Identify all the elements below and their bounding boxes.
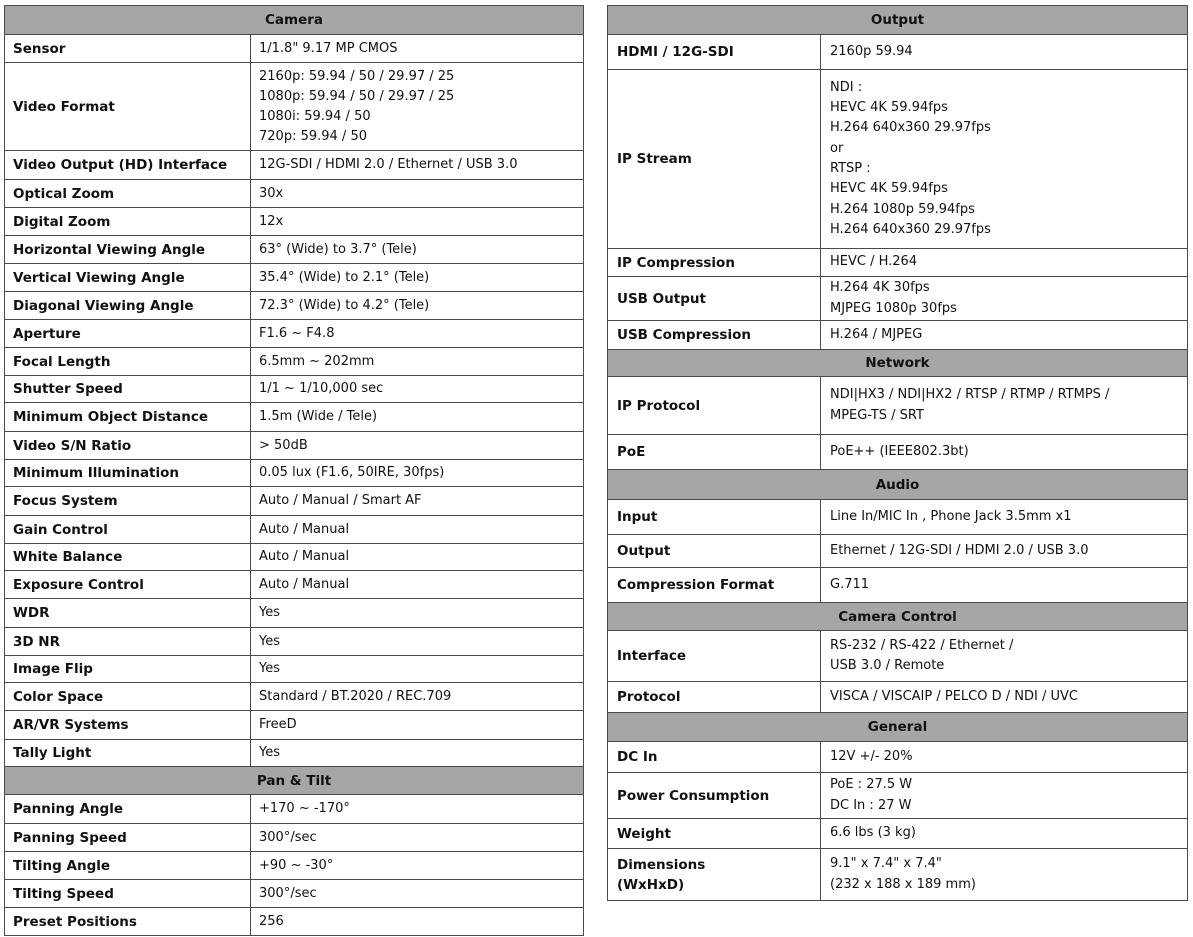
spec-row-protocol <box>608 682 1188 713</box>
spec-row-preset-positions <box>5 908 584 936</box>
section-header-general <box>608 713 1188 742</box>
spec-value <box>821 631 1188 682</box>
spec-row-tally-light <box>5 740 584 767</box>
spec-label: Interface <box>608 631 821 682</box>
spec-label: Tally Light <box>5 740 251 767</box>
spec-label: Video Format <box>5 63 251 151</box>
spec-label: Gain Control <box>5 516 251 544</box>
spec-value <box>251 711 584 740</box>
spec-value <box>251 432 584 460</box>
spec-value <box>251 656 584 683</box>
spec-label: Panning Angle <box>5 795 251 824</box>
spec-value-line: 12x <box>259 213 284 229</box>
spec-value-line: RS-232 / RS-422 / Ethernet / <box>830 637 1014 653</box>
spec-value-line: H.264 / MJPEG <box>830 326 923 342</box>
spec-value <box>251 683 584 711</box>
spec-row-tilting-angle <box>5 852 584 880</box>
spec-value-line: 9.1" x 7.4" x 7.4" <box>830 856 942 872</box>
spec-row-minimum-illumination <box>5 460 584 487</box>
spec-label: HDMI / 12G-SDI <box>608 35 821 70</box>
spec-row-ip-compression <box>608 249 1188 277</box>
spec-label: Preset Positions <box>5 908 251 936</box>
spec-row-image-flip <box>5 656 584 683</box>
spec-value <box>821 277 1188 321</box>
spec-row-ip-protocol <box>608 377 1188 435</box>
spec-label-line: (WxHxD) <box>617 876 685 893</box>
spec-row-poe <box>608 435 1188 470</box>
spec-value <box>251 908 584 936</box>
spec-value-line: G.711 <box>830 576 870 592</box>
spec-row-digital-zoom <box>5 208 584 236</box>
spec-value <box>251 63 584 151</box>
spec-value <box>251 403 584 432</box>
spec-value <box>251 516 584 544</box>
spec-value <box>251 824 584 852</box>
spec-value <box>821 568 1188 603</box>
spec-value-line: PoE++ (IEEE802.3bt) <box>830 443 969 459</box>
section-header-camera-control <box>608 603 1188 631</box>
spec-value-line: NDI|HX3 / NDI|HX2 / RTSP / RTMP / RTMPS / <box>830 387 1110 403</box>
spec-value-line: 0.05 lux (F1.6, 50IRE, 30fps) <box>259 465 445 480</box>
spec-value <box>251 264 584 292</box>
spec-row-video-format <box>5 63 584 151</box>
spec-value-line: (232 x 188 x 189 mm) <box>830 876 976 892</box>
spec-label: White Balance <box>5 544 251 571</box>
spec-value <box>251 571 584 599</box>
spec-row-minimum-object-distance <box>5 403 584 432</box>
spec-value-line: F1.6 ~ F4.8 <box>259 325 335 341</box>
spec-row-video-output-hd-interface <box>5 151 584 180</box>
spec-row-gain-control <box>5 516 584 544</box>
spec-row-exposure-control <box>5 571 584 599</box>
spec-row-weight <box>608 819 1188 849</box>
spec-value <box>251 151 584 180</box>
spec-label: Exposure Control <box>5 571 251 599</box>
spec-row-focus-system <box>5 487 584 516</box>
spec-value-line: H.264 1080p 59.94fps <box>830 201 975 217</box>
section-header-output <box>608 6 1188 35</box>
spec-label: AR/VR Systems <box>5 711 251 740</box>
spec-value-line: 2160p: 59.94 / 50 / 29.97 / 25 <box>259 68 455 84</box>
spec-label: Shutter Speed <box>5 376 251 403</box>
spec-label: DC In <box>608 742 821 773</box>
camera-spec-table <box>4 5 584 936</box>
spec-value-line: 720p: 59.94 / 50 <box>259 128 367 144</box>
spec-row-aperture <box>5 320 584 348</box>
spec-value-line: Yes <box>259 745 280 760</box>
spec-value <box>821 500 1188 535</box>
spec-value <box>821 249 1188 277</box>
spec-value-line: > 50dB <box>259 437 308 453</box>
spec-value <box>251 795 584 824</box>
spec-value <box>251 35 584 63</box>
spec-label: Protocol <box>608 682 821 713</box>
spec-value-line: NDI : <box>830 79 863 95</box>
spec-row-sensor <box>5 35 584 63</box>
spec-value-line: 30x <box>259 185 284 201</box>
spec-label: Focal Length <box>5 348 251 376</box>
spec-row-output <box>608 535 1188 568</box>
output-spec-rows <box>608 6 1188 901</box>
spec-value-line: 35.4° (Wide) to 2.1° (Tele) <box>259 269 430 285</box>
spec-value-line: 1/1 ~ 1/10,000 sec <box>259 381 384 396</box>
spec-label: Sensor <box>5 35 251 63</box>
spec-label: Input <box>608 500 821 535</box>
spec-label: USB Output <box>608 277 821 321</box>
spec-value-line: 6.6 lbs (3 kg) <box>830 825 916 841</box>
spec-value-line: 256 <box>259 913 284 929</box>
spec-value-line: Line In/MIC In , Phone Jack 3.5mm x1 <box>830 508 1072 524</box>
spec-label: Optical Zoom <box>5 180 251 208</box>
spec-value-line: 2160p 59.94 <box>830 43 913 59</box>
spec-value-line: 1080p: 59.94 / 50 / 29.97 / 25 <box>259 88 455 104</box>
spec-value-line: Yes <box>259 661 280 676</box>
spec-value <box>251 208 584 236</box>
spec-row-tilting-speed <box>5 880 584 908</box>
spec-row-dc-in <box>608 742 1188 773</box>
spec-value-line: HEVC 4K 59.94fps <box>830 181 948 197</box>
spec-label: Digital Zoom <box>5 208 251 236</box>
spec-value-line: HEVC / H.264 <box>830 254 918 270</box>
section-title: Network <box>608 350 1188 377</box>
spec-value <box>251 460 584 487</box>
section-title: Pan & Tilt <box>5 767 584 795</box>
spec-value-line: 12G-SDI / HDMI 2.0 / Ethernet / USB 3.0 <box>259 157 518 172</box>
camera-spec-rows <box>5 6 584 936</box>
spec-value <box>251 740 584 767</box>
section-header-pan-tilt <box>5 767 584 795</box>
spec-value-line: Auto / Manual / Smart AF <box>259 493 422 508</box>
spec-value-line: Auto / Manual <box>259 521 350 537</box>
spec-label: Video S/N Ratio <box>5 432 251 460</box>
spec-value-line: FreeD <box>259 717 297 732</box>
spec-value-line: Standard / BT.2020 / REC.709 <box>259 688 452 704</box>
spec-value <box>251 852 584 880</box>
spec-value-line: MPEG-TS / SRT <box>830 407 924 423</box>
spec-label: Horizontal Viewing Angle <box>5 236 251 264</box>
spec-value-line: RTSP : <box>830 161 871 176</box>
spec-row-dimensions-wxhxd <box>608 849 1188 901</box>
section-title: Output <box>608 6 1188 35</box>
spec-label: Minimum Object Distance <box>5 403 251 432</box>
spec-value <box>251 544 584 571</box>
spec-row-hdmi-12g-sdi <box>608 35 1188 70</box>
spec-value-line: Auto / Manual <box>259 549 350 564</box>
spec-value-line: 300°/sec <box>259 829 317 845</box>
spec-label: Image Flip <box>5 656 251 683</box>
section-title: Camera Control <box>608 603 1188 631</box>
spec-label: USB Compression <box>608 321 821 350</box>
spec-value-line: +170 ~ -170° <box>259 801 350 816</box>
spec-value-line: +90 ~ -30° <box>259 857 334 873</box>
spec-label: Aperture <box>5 320 251 348</box>
section-title: Camera <box>5 6 584 35</box>
spec-label: Color Space <box>5 683 251 711</box>
spec-value <box>251 487 584 516</box>
spec-label: Tilting Angle <box>5 852 251 880</box>
spec-label <box>608 849 821 901</box>
spec-value-line: 1.5m (Wide / Tele) <box>259 409 378 424</box>
spec-row-optical-zoom <box>5 180 584 208</box>
spec-row-usb-output <box>608 277 1188 321</box>
spec-label: Vertical Viewing Angle <box>5 264 251 292</box>
spec-value <box>251 320 584 348</box>
spec-value-line: or <box>830 140 844 156</box>
spec-row-usb-compression <box>608 321 1188 350</box>
spec-value-line: 1080i: 59.94 / 50 <box>259 108 371 124</box>
spec-value-line: HEVC 4K 59.94fps <box>830 100 948 116</box>
spec-label: Output <box>608 535 821 568</box>
spec-value-line: 1/1.8" 9.17 MP CMOS <box>259 40 398 56</box>
spec-label: Weight <box>608 819 821 849</box>
spec-value <box>251 180 584 208</box>
spec-label: Tilting Speed <box>5 880 251 908</box>
spec-value <box>251 628 584 656</box>
spec-value <box>821 819 1188 849</box>
section-header-network <box>608 350 1188 377</box>
spec-row-panning-angle <box>5 795 584 824</box>
spec-value-line: H.264 4K 30fps <box>830 280 930 296</box>
spec-label: Power Consumption <box>608 773 821 819</box>
spec-value-line: H.264 640x360 29.97fps <box>830 120 991 136</box>
spec-value-line: USB 3.0 / Remote <box>830 658 945 673</box>
spec-label: Focus System <box>5 487 251 516</box>
spec-label: Video Output (HD) Interface <box>5 151 251 180</box>
spec-row-ar-vr-systems <box>5 711 584 740</box>
spec-label: IP Stream <box>608 70 821 249</box>
spec-value <box>251 880 584 908</box>
spec-row-color-space <box>5 683 584 711</box>
output-spec-table <box>607 5 1188 901</box>
spec-label: Diagonal Viewing Angle <box>5 292 251 320</box>
spec-value <box>251 292 584 320</box>
spec-value <box>821 773 1188 819</box>
spec-value <box>821 682 1188 713</box>
spec-value <box>821 321 1188 350</box>
spec-value-line: H.264 640x360 29.97fps <box>830 221 991 237</box>
spec-label: PoE <box>608 435 821 470</box>
spec-value <box>251 376 584 403</box>
spec-value-line: VISCA / VISCAIP / PELCO D / NDI / UVC <box>830 688 1078 704</box>
spec-value <box>251 599 584 628</box>
spec-label-line: Dimensions <box>617 856 706 873</box>
spec-value <box>821 849 1188 901</box>
spec-row-ip-stream <box>608 70 1188 249</box>
spec-value-line: 300°/sec <box>259 885 317 901</box>
spec-label: 3D NR <box>5 628 251 656</box>
spec-row-video-s-n-ratio <box>5 432 584 460</box>
spec-value-line: PoE : 27.5 W <box>830 777 913 793</box>
spec-value <box>821 377 1188 435</box>
spec-value-line: Auto / Manual <box>259 576 350 592</box>
spec-row-vertical-viewing-angle <box>5 264 584 292</box>
spec-row-diagonal-viewing-angle <box>5 292 584 320</box>
spec-value <box>821 70 1188 249</box>
spec-row-white-balance <box>5 544 584 571</box>
spec-value <box>821 535 1188 568</box>
spec-value <box>821 742 1188 773</box>
spec-value-line: Yes <box>259 633 280 649</box>
spec-label: WDR <box>5 599 251 628</box>
spec-row-interface <box>608 631 1188 682</box>
spec-row-shutter-speed <box>5 376 584 403</box>
spec-value-line: DC In : 27 W <box>830 797 912 813</box>
spec-label: Minimum Illumination <box>5 460 251 487</box>
spec-row-input <box>608 500 1188 535</box>
spec-value <box>251 348 584 376</box>
section-title: Audio <box>608 470 1188 500</box>
spec-row-wdr <box>5 599 584 628</box>
spec-row-focal-length <box>5 348 584 376</box>
spec-value <box>251 236 584 264</box>
spec-value <box>821 435 1188 470</box>
spec-row-3d-nr <box>5 628 584 656</box>
spec-value-line: 72.3° (Wide) to 4.2° (Tele) <box>259 297 430 313</box>
spec-label: Panning Speed <box>5 824 251 852</box>
spec-row-compression-format <box>608 568 1188 603</box>
spec-value-line: MJPEG 1080p 30fps <box>830 300 957 316</box>
spec-value <box>821 35 1188 70</box>
spec-label: IP Compression <box>608 249 821 277</box>
spec-label: IP Protocol <box>608 377 821 435</box>
spec-label: Compression Format <box>608 568 821 603</box>
section-header-audio <box>608 470 1188 500</box>
spec-row-panning-speed <box>5 824 584 852</box>
spec-value-line: 63° (Wide) to 3.7° (Tele) <box>259 241 417 257</box>
section-title: General <box>608 713 1188 742</box>
spec-value-line: Yes <box>259 605 280 620</box>
spec-value-line: 12V +/- 20% <box>830 748 913 764</box>
spec-row-horizontal-viewing-angle <box>5 236 584 264</box>
spec-value-line: Ethernet / 12G-SDI / HDMI 2.0 / USB 3.0 <box>830 542 1089 558</box>
section-header-camera <box>5 6 584 35</box>
spec-value-line: 6.5mm ~ 202mm <box>259 353 375 369</box>
spec-row-power-consumption <box>608 773 1188 819</box>
